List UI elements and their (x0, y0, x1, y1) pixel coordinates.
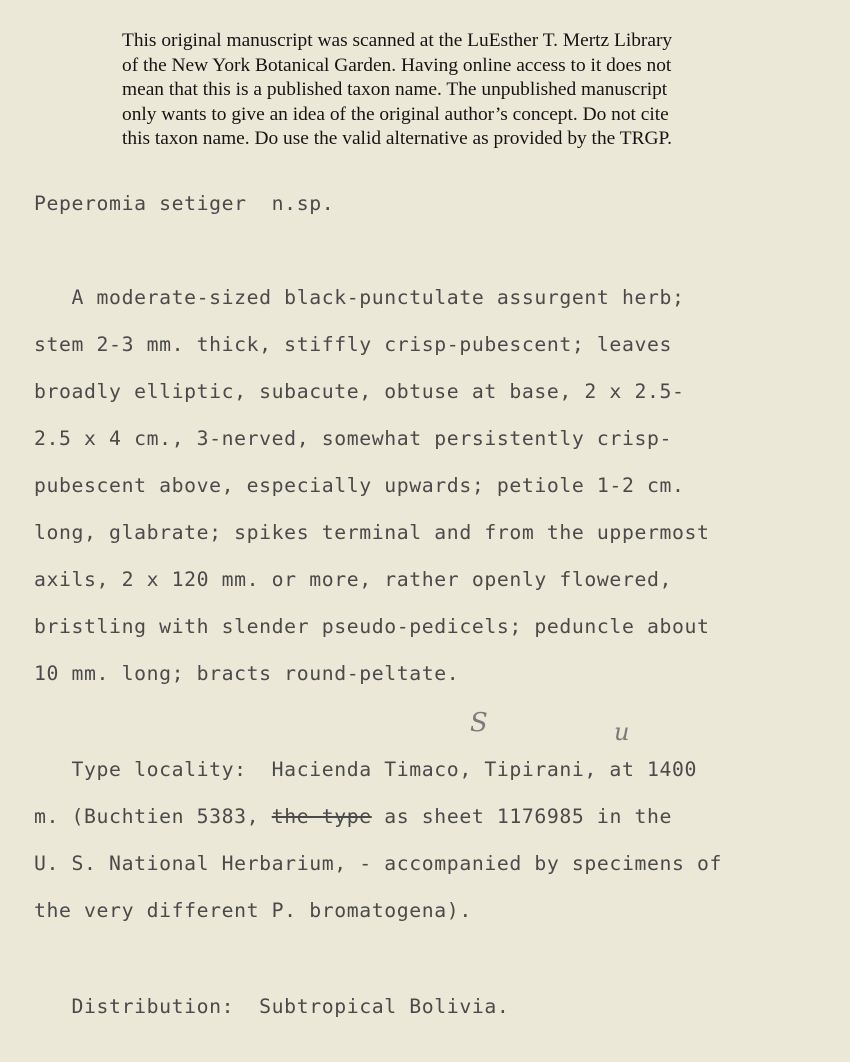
type-locality-line: the very different P. bromatogena). (34, 899, 472, 922)
type-locality-text: as sheet 1176985 in the (371, 805, 672, 828)
description-line: broadly elliptic, subacute, obtuse at base, 2 x 2.5- (34, 380, 685, 403)
type-locality-text: m. (Buchtien 5383, (34, 805, 272, 828)
struck-text: the type (271, 805, 372, 828)
notice-line: only wants to give an idea of the original author’s concept. Do not cite (122, 103, 669, 125)
species-title: Peperomia setiger n.sp. (34, 192, 335, 215)
notice-line: mean that this is a published taxon name. The unpublished manuscript (122, 79, 668, 101)
description-line: pubescent above, especially upwards; petiole 1-2 cm. (34, 474, 685, 497)
type-locality-line: U. S. National Herbarium, - accompanied by specimens of (34, 852, 723, 875)
description-line: long, glabrate; spikes terminal and from the uppermost (34, 521, 710, 544)
description-line: A moderate-sized black-punctulate assurgent herb; (34, 286, 685, 309)
description-line: 2.5 x 4 cm., 3-nerved, somewhat persistently crisp- (34, 427, 672, 450)
notice-line: this taxon name. Do use the valid alternative as provided by the TRGP. (122, 128, 673, 150)
description-line: 10 mm. long; bracts round-peltate. (34, 662, 460, 685)
notice-line: of the New York Botanical Garden. Having online access to it does not (122, 54, 672, 76)
notice-line: This original manuscript was scanned at the LuEsther T. Mertz Library (122, 30, 673, 51)
library-notice (122, 29, 762, 152)
distribution-line: Distribution: Subtropical Bolivia. (34, 995, 510, 1018)
handwritten-correction-s: S (470, 708, 488, 738)
description-line: stem 2-3 mm. thick, stiffly crisp-pubescent; leaves (34, 333, 672, 356)
type-locality-line: Type locality: Hacienda Timaco, Tipirani, at 1400 (34, 758, 697, 781)
description-line: axils, 2 x 120 mm. or more, rather openly flowered, (34, 568, 672, 591)
type-locality-line (34, 805, 672, 828)
handwritten-correction-u: u (614, 718, 630, 746)
description-line: bristling with slender pseudo-pedicels; peduncle about (34, 615, 710, 638)
